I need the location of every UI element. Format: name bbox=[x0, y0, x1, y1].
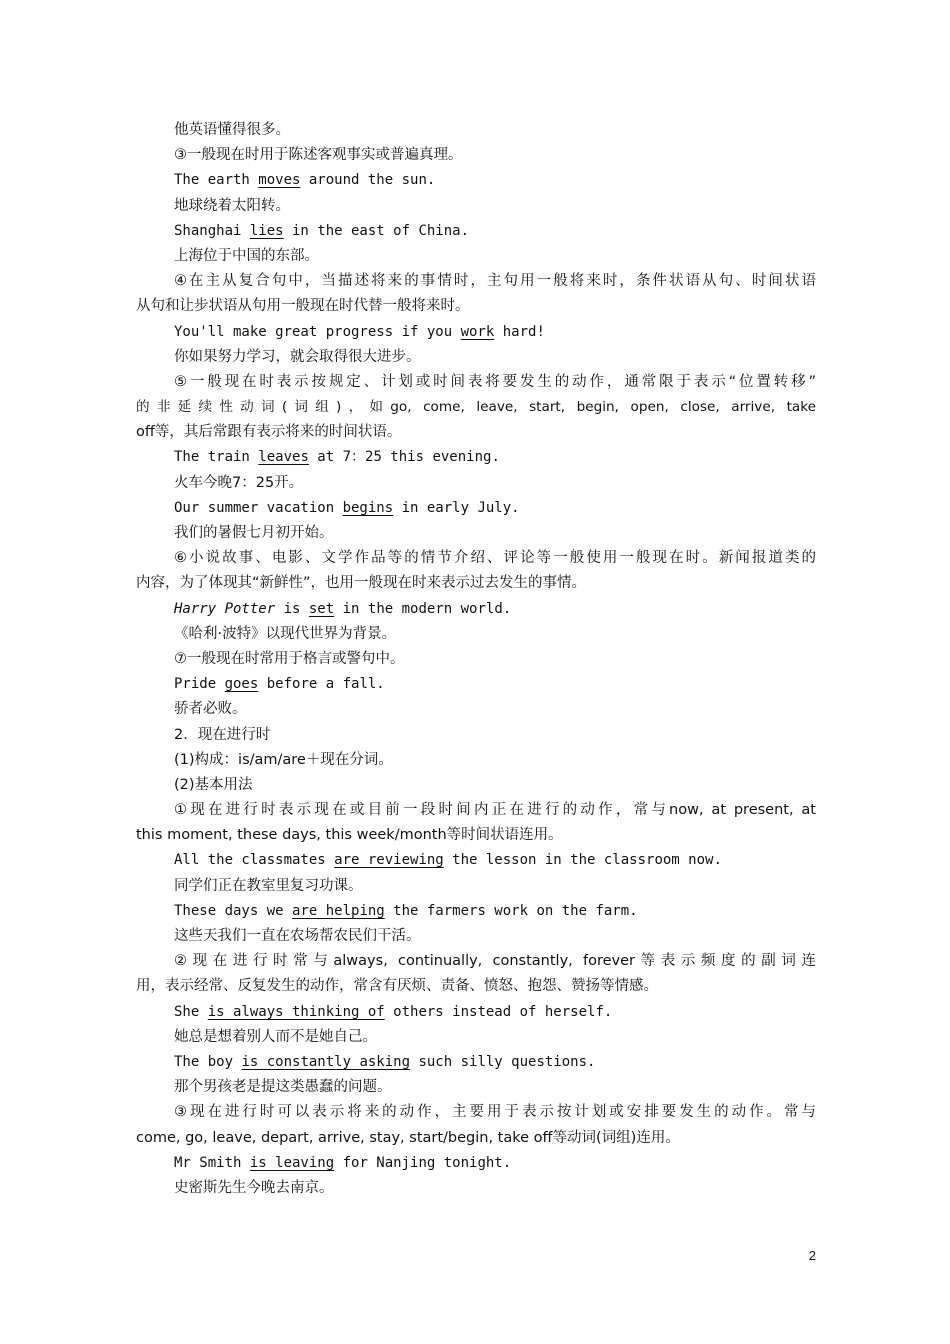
translation-line: 我们的暑假七月初开始。 bbox=[174, 525, 334, 541]
example-sentence: The train leaves at 7：25 this evening. bbox=[174, 449, 500, 466]
rule-heading: ③一般现在时用于陈述客观事实或普遍真理。 bbox=[174, 147, 463, 164]
verb-highlight: set bbox=[308, 600, 335, 617]
text-line: 内容，为了体现其“新鲜性”，也用一般现在时来表示过去发生的事情。 bbox=[136, 575, 587, 592]
text-line: off等，其后常跟有表示将来的时间状语。 bbox=[136, 424, 402, 441]
verb-highlight: are reviewing bbox=[334, 852, 444, 869]
translation-line: 骄者必败。 bbox=[174, 701, 247, 718]
subsection-heading: (2)基本用法 bbox=[174, 776, 253, 793]
verb-highlight: is leaving bbox=[249, 1154, 335, 1171]
verb-highlight: work bbox=[460, 323, 495, 340]
example-sentence: All the classmates are reviewing the lesson in the classroom now. bbox=[174, 852, 722, 869]
rule-heading: ④在主从复合句中，当描述将来的事情时，主句用一般将来时，条件状语从句、时间状语 bbox=[174, 273, 816, 290]
verb-highlight: is always thinking of bbox=[207, 1003, 385, 1020]
translation-line: 火车今晚7：25开。 bbox=[174, 474, 304, 491]
book-title: Harry Potter bbox=[174, 600, 276, 617]
rule-heading: ⑤一般现在时表示按规定、计划或时间表将要发生的动作，通常限于表示“位置转移” bbox=[174, 373, 816, 390]
rule-heading: ⑦一般现在时常用于格言或警句中。 bbox=[174, 650, 405, 667]
text-line: 从句和让步状语从句用一般现在时代替一般将来时。 bbox=[136, 298, 470, 315]
rule-heading: ①现在进行时表示现在或目前一段时间内正在进行的动作，常与now, at present, at bbox=[174, 802, 816, 819]
translation-line: 那个男孩老是提这类愚蠢的问题。 bbox=[174, 1079, 392, 1096]
example-sentence: Our summer vacation begins in early July. bbox=[174, 499, 520, 516]
verb-highlight: is constantly asking bbox=[241, 1053, 411, 1070]
translation-line: 你如果努力学习，就会取得很大进步。 bbox=[174, 348, 421, 365]
verb-highlight: lies bbox=[249, 222, 284, 239]
rule-heading: ③现在进行时可以表示将来的动作，主要用于表示按计划或安排要发生的动作。常与 bbox=[174, 1104, 816, 1121]
example-sentence: Shanghai lies in the east of China. bbox=[174, 222, 470, 239]
subsection-heading: (1)构成：is/am/are＋现在分词。 bbox=[174, 751, 393, 768]
example-sentence: Pride goes before a fall. bbox=[174, 676, 385, 693]
example-sentence: These days we are helping the farmers work on the farm. bbox=[174, 902, 638, 919]
page-number: 2 bbox=[808, 1248, 816, 1263]
translation-line: 这些天我们一直在农场帮农民们干活。 bbox=[174, 928, 421, 944]
verb-highlight: goes bbox=[224, 676, 259, 693]
example-sentence: Mr Smith is leaving for Nanjing tonight. bbox=[174, 1154, 512, 1171]
text-line: come, go, leave, depart, arrive, stay, start/begin, take off等动词(词组)连用。 bbox=[136, 1129, 680, 1146]
verb-highlight: moves bbox=[258, 172, 301, 189]
text-line: 他英语懂得很多。 bbox=[174, 122, 290, 138]
translation-line: 地球绕着太阳转。 bbox=[174, 197, 290, 214]
rule-heading: ②现在进行时常与always, continually, constantly, forever等表示频度的副词连 bbox=[174, 953, 816, 970]
page-body bbox=[136, 118, 816, 1201]
text-line: 用，表示经常、反复发生的动作，常含有厌烦、责备、愤怒、抱怨、赞扬等情感。 bbox=[136, 978, 658, 995]
example-sentence: The earth moves around the sun. bbox=[174, 172, 436, 189]
translation-line: 史密斯先生今晚去南京。 bbox=[174, 1179, 334, 1196]
translation-line: 《哈利·波特》以现代世界为背景。 bbox=[174, 625, 397, 642]
rule-heading: ⑥小说故事、电影、文学作品等的情节介绍、评论等一般使用一般现在时。新闻报道类的 bbox=[174, 550, 816, 567]
example-sentence: The boy is constantly asking such silly questions. bbox=[174, 1053, 596, 1070]
verb-highlight: begins bbox=[342, 499, 394, 516]
translation-line: 她总是想着别人而不是她自己。 bbox=[174, 1028, 377, 1045]
text-line: this moment, these days, this week/month等时间状语连用。 bbox=[136, 827, 563, 844]
example-sentence: She is always thinking of others instead of herself. bbox=[174, 1003, 613, 1020]
section-heading: 2．现在进行时 bbox=[174, 726, 271, 743]
example-sentence: You'll make great progress if you work hard! bbox=[174, 323, 545, 340]
translation-line: 同学们正在教室里复习功课。 bbox=[174, 877, 363, 894]
translation-line: 上海位于中国的东部。 bbox=[174, 247, 319, 264]
verb-highlight: are helping bbox=[292, 902, 385, 919]
example-sentence: Harry Potter is set in the modern world. bbox=[174, 600, 512, 617]
verb-highlight: leaves bbox=[258, 449, 309, 466]
text-line: 的非延续性动词(词组)，如go, come, leave, start, begin, open, close, arrive, take bbox=[136, 399, 816, 416]
